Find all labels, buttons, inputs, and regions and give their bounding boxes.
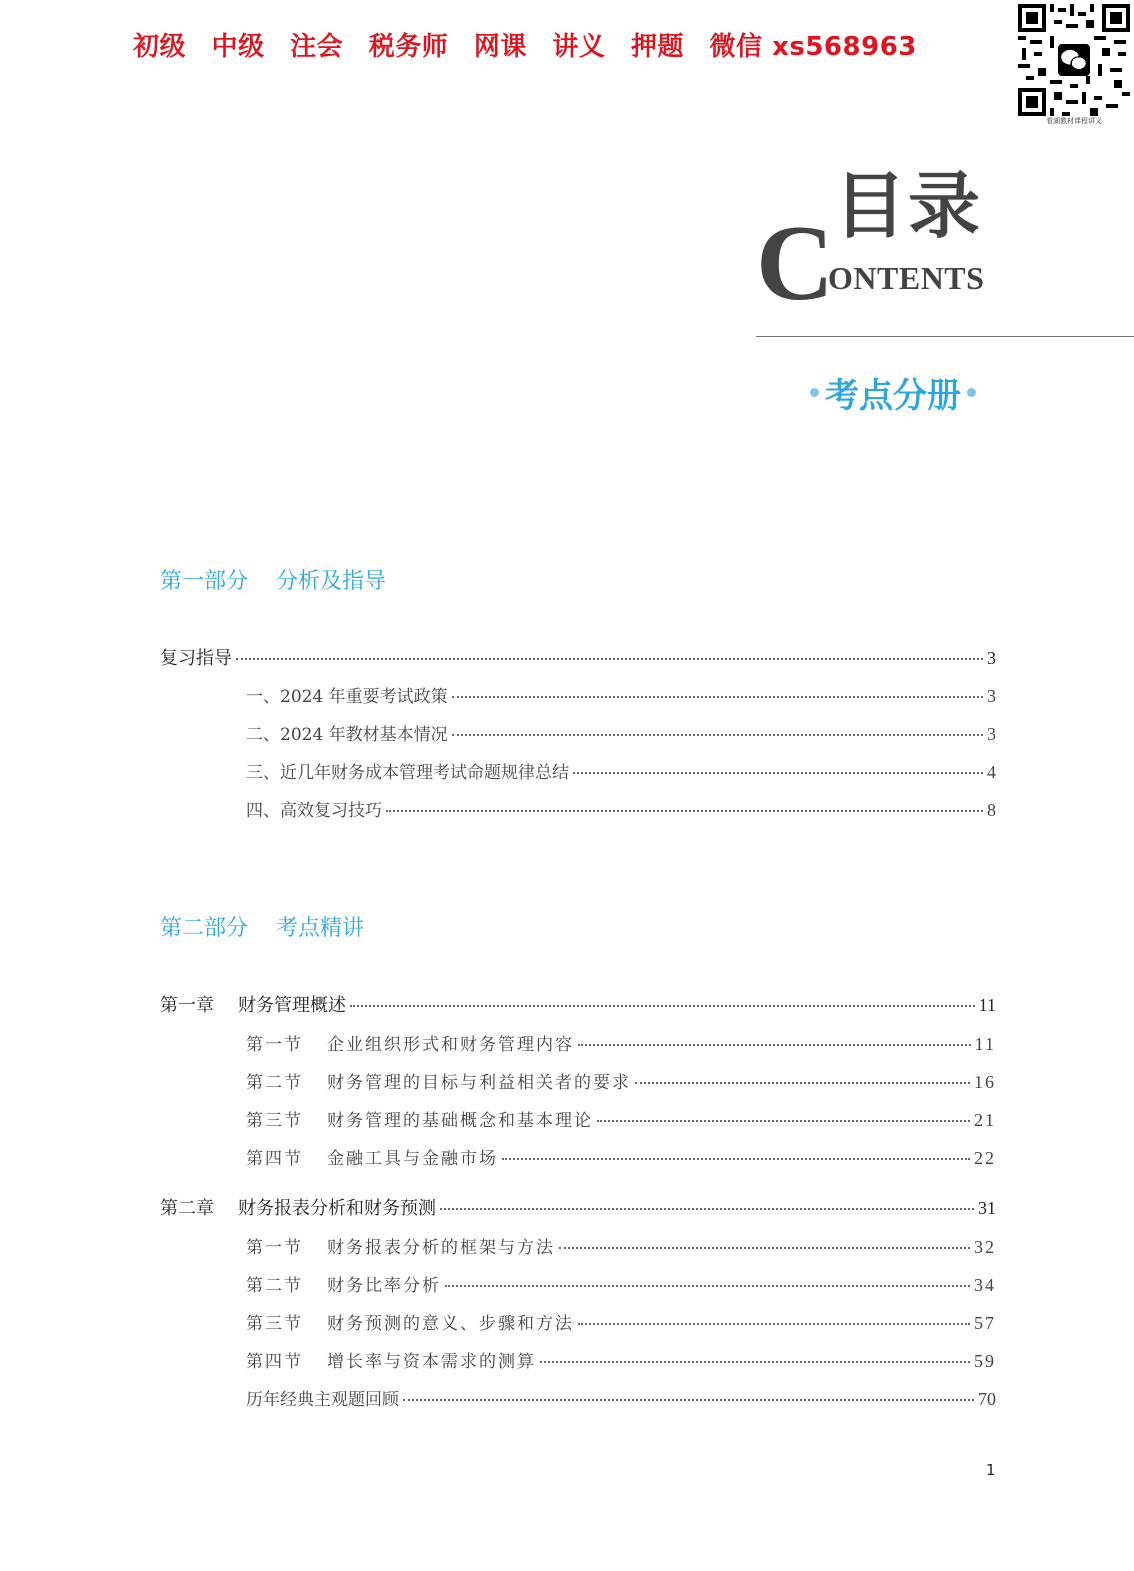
toc-page-number: 3 <box>987 686 996 706</box>
toc-page-number: 59 <box>974 1351 996 1371</box>
section-number: 第三节 <box>246 1314 303 1334</box>
dot-leader <box>597 1119 970 1122</box>
volume-label <box>804 368 982 417</box>
section-title: 财务比率分析 <box>327 1276 441 1296</box>
chapter-title: 财务管理概述 <box>238 995 346 1016</box>
section-title: 财务报表分析的框架与方法 <box>327 1238 555 1258</box>
toc-section[interactable] <box>246 1271 996 1296</box>
part-number: 第二部分 <box>160 916 249 941</box>
toc-page-number: 57 <box>974 1313 996 1333</box>
dot-leader <box>403 1398 974 1401</box>
toc-page-number: 70 <box>978 1389 996 1409</box>
toc-entry-title: 复习指导 <box>160 648 232 669</box>
section-title: 财务管理的目标与利益相关者的要求 <box>327 1073 631 1093</box>
bullet-dot-icon <box>967 388 976 397</box>
dot-leader <box>445 1284 970 1287</box>
section-number: 第三节 <box>246 1111 303 1131</box>
toc-page-number: 32 <box>974 1237 996 1257</box>
toc-entry-title: 二、2024 年教材基本情况 <box>246 725 448 745</box>
toc-entry-title <box>160 1194 436 1220</box>
dot-leader <box>573 771 983 774</box>
qr-caption: 看湖教材课程讲义 <box>1046 117 1102 125</box>
section-title: 金融工具与金融市场 <box>327 1149 498 1169</box>
dot-leader <box>578 1322 970 1325</box>
section-title: 财务预测的意义、步骤和方法 <box>327 1314 574 1334</box>
section-number: 第四节 <box>246 1352 303 1372</box>
part-title: 考点精讲 <box>276 916 365 941</box>
toc-page-number: 31 <box>978 1198 996 1218</box>
chapter-title: 财务报表分析和财务预测 <box>238 1198 436 1219</box>
toc-entry[interactable] <box>246 682 996 707</box>
dot-leader <box>350 1004 975 1007</box>
title-english: ONTENTS <box>828 260 985 296</box>
toc-page-number: 22 <box>974 1148 996 1168</box>
dot-leader <box>540 1360 970 1363</box>
toc-entry-title: 一、2024 年重要考试政策 <box>246 687 448 707</box>
title-divider <box>756 336 1134 337</box>
toc-entry-title: 四、高效复习技巧 <box>246 801 382 821</box>
title-chinese: 目录 <box>834 163 983 248</box>
section-title: 财务管理的基础概念和基本理论 <box>327 1111 593 1131</box>
dot-leader <box>578 1043 971 1046</box>
banner-item: 税务师 <box>368 32 449 62</box>
dot-leader <box>440 1207 974 1210</box>
toc-entry[interactable] <box>246 796 996 821</box>
toc-entry[interactable] <box>160 644 996 670</box>
qr-code-icon <box>1018 4 1130 116</box>
toc-section[interactable] <box>246 1106 996 1131</box>
banner-item: 中级 <box>211 32 265 62</box>
page-number: 1 <box>986 1461 996 1479</box>
toc-page-number: 11 <box>974 1034 996 1054</box>
toc-section[interactable] <box>246 1233 996 1258</box>
chapter-number: 第一章 <box>160 995 214 1016</box>
part-heading-1 <box>160 564 386 595</box>
title-big-letter: C <box>756 204 834 323</box>
toc-entry[interactable] <box>246 758 996 783</box>
dot-leader <box>452 695 983 698</box>
contents-title <box>756 163 1006 323</box>
part-title: 分析及指导 <box>276 569 387 594</box>
toc-page-number: 21 <box>974 1110 996 1130</box>
toc-page-number: 11 <box>978 995 996 1015</box>
section-number: 第二节 <box>246 1276 303 1296</box>
section-number: 第一节 <box>246 1238 303 1258</box>
toc-page-number: 34 <box>974 1275 996 1295</box>
banner-item: 注会 <box>290 32 344 62</box>
toc-page-number: 4 <box>987 762 996 782</box>
part-number: 第一部分 <box>160 569 249 594</box>
banner-item: 网课 <box>473 32 527 62</box>
toc-chapter[interactable] <box>160 1194 996 1220</box>
banner-item: 押题 <box>630 32 684 62</box>
volume-title: 考点分册 <box>825 376 961 416</box>
section-number: 第四节 <box>246 1149 303 1169</box>
toc-entry-title <box>160 991 346 1017</box>
banner-item: 初级 <box>133 32 187 62</box>
toc-section[interactable] <box>246 1309 996 1334</box>
toc-page-number: 16 <box>974 1072 996 1092</box>
promo-banner <box>133 26 933 63</box>
toc-entry-title: 历年经典主观题回顾 <box>246 1390 399 1410</box>
section-number: 第一节 <box>246 1035 303 1055</box>
bullet-dot-icon <box>810 388 819 397</box>
dot-leader <box>635 1081 970 1084</box>
dot-leader <box>236 657 983 660</box>
dot-leader <box>452 733 983 736</box>
toc-section[interactable] <box>246 1347 996 1372</box>
toc-section[interactable] <box>246 1068 996 1093</box>
toc-section[interactable] <box>246 1144 996 1169</box>
dot-leader <box>386 809 983 812</box>
dot-leader <box>502 1157 970 1160</box>
section-title: 增长率与资本需求的测算 <box>327 1352 536 1372</box>
toc-page-number: 3 <box>987 724 996 744</box>
part-heading-2 <box>160 911 364 942</box>
chapter-number: 第二章 <box>160 1198 214 1219</box>
toc-page-number: 8 <box>987 800 996 820</box>
toc-entry-title: 三、近几年财务成本管理考试命题规律总结 <box>246 763 569 783</box>
toc-chapter[interactable] <box>160 991 996 1017</box>
toc-entry[interactable] <box>246 720 996 745</box>
toc-page-number: 3 <box>987 648 996 668</box>
section-number: 第二节 <box>246 1073 303 1093</box>
toc-entry[interactable] <box>246 1385 996 1410</box>
section-title: 企业组织形式和财务管理内容 <box>327 1035 574 1055</box>
banner-item: 讲义 <box>552 32 606 62</box>
toc-section[interactable] <box>246 1030 996 1055</box>
dot-leader <box>559 1246 970 1249</box>
banner-item: 微信 xs568963 <box>709 32 917 62</box>
